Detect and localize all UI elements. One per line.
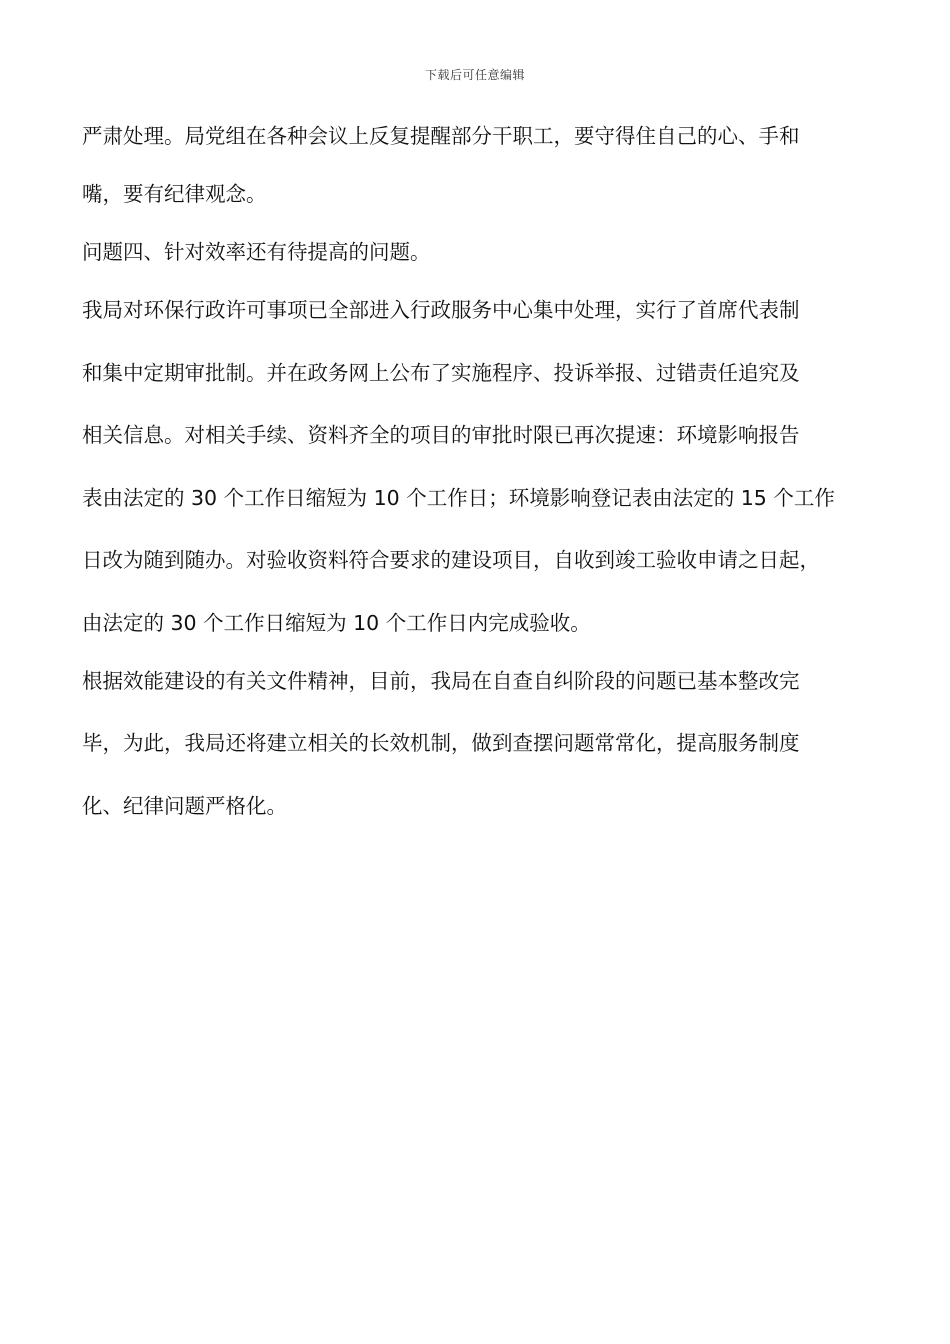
text-line: 表由法定的 30 个工作日缩短为 10 个工作日；环境影响登记表由法定的 15 个工作: [82, 485, 835, 510]
page-header-note: 下载后可任意编辑: [424, 68, 525, 82]
text-line: 问题四、针对效率还有待提高的问题。: [82, 240, 431, 264]
text-line: 化、纪律问题严格化。: [82, 793, 287, 818]
text-line: 由法定的 30 个工作日缩短为 10 个工作日内完成验收。: [82, 610, 591, 635]
text-line: 我局对环保行政许可事项已全部进入行政服务中心集中处理，实行了首席代表制: [82, 298, 800, 322]
text-line: 嘴，要有纪律观念。: [82, 182, 267, 206]
text-line: 和集中定期审批制。并在政务网上公布了实施程序、投诉举报、过错责任追究及: [82, 360, 800, 385]
text-line: 严肃处理。局党组在各种会议上反复提醒部分干职工，要守得住自己的心、手和: [82, 124, 800, 148]
text-line: 毕，为此，我局还将建立相关的长效机制，做到查摆问题常常化，提高服务制度: [82, 731, 800, 755]
document-body: [82, 116, 872, 848]
text-line: 相关信息。对相关手续、资料齐全的项目的审批时限已再次提速：环境影响报告: [82, 423, 800, 447]
text-line: 日改为随到随办。对验收资料符合要求的建设项目，自收到竣工验收申请之日起，: [82, 548, 820, 572]
text-line: 根据效能建设的有关文件精神，目前，我局在自查自纠阶段的问题已基本整改完: [82, 668, 800, 693]
